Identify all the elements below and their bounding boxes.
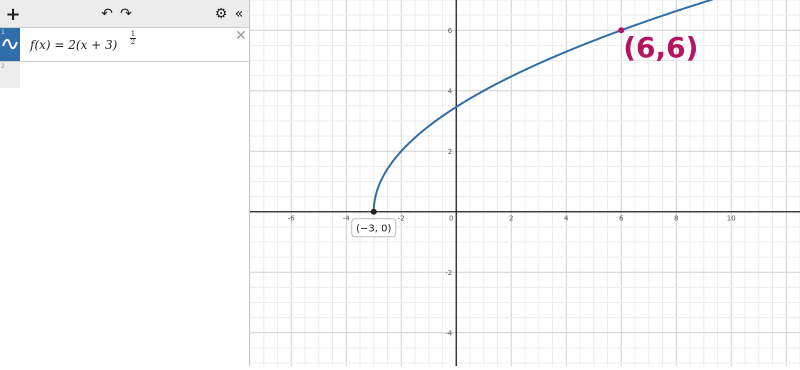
redo-button[interactable]: ↷ — [120, 6, 132, 22]
x-tick-label: -4 — [342, 214, 350, 223]
expression-row[interactable] — [0, 28, 249, 62]
expression-number: 1 — [1, 29, 5, 36]
expression-tab — [0, 62, 20, 88]
expression-panel — [0, 0, 250, 366]
vertex-point — [371, 209, 377, 215]
undo-button[interactable]: ↶ — [101, 6, 113, 22]
handwritten-annotation: (6,6) — [623, 31, 699, 65]
y-tick-label: -4 — [445, 329, 453, 338]
delete-expression-icon[interactable]: ✕ — [235, 28, 247, 44]
x-tick-label: 10 — [726, 214, 736, 223]
x-tick-label: 6 — [619, 214, 624, 223]
expression-exponent — [130, 31, 136, 46]
x-tick-label: 0 — [449, 214, 454, 223]
x-tick-label: 4 — [564, 214, 569, 223]
expression-toolbar — [0, 0, 249, 28]
curve-style-icon — [2, 36, 18, 52]
y-tick-label: 6 — [447, 27, 453, 36]
y-tick-label: 4 — [447, 87, 453, 96]
x-tick-label: -2 — [397, 214, 405, 223]
x-tick-label: 8 — [674, 214, 679, 223]
exponent-numerator: 1 — [130, 30, 136, 38]
expression-formula[interactable]: f(x) = 2(x + 3) — [30, 38, 118, 52]
collapse-panel-button[interactable]: « — [234, 6, 244, 22]
expression-number: 2 — [1, 63, 5, 70]
settings-gear-icon[interactable]: ⚙ — [214, 6, 228, 22]
empty-expression-row[interactable] — [0, 62, 249, 88]
add-expression-button[interactable]: + — [5, 3, 21, 25]
point-label: (−3, 0) — [356, 223, 392, 235]
exponent-denominator: 2 — [130, 38, 136, 46]
y-tick-label: -2 — [445, 269, 453, 278]
expression-color-tab[interactable] — [0, 28, 20, 61]
graph-canvas[interactable] — [250, 0, 800, 366]
y-tick-label: 2 — [447, 148, 453, 157]
x-tick-label: 2 — [509, 214, 514, 223]
graph-area[interactable] — [250, 0, 800, 366]
x-tick-label: -6 — [287, 214, 295, 223]
